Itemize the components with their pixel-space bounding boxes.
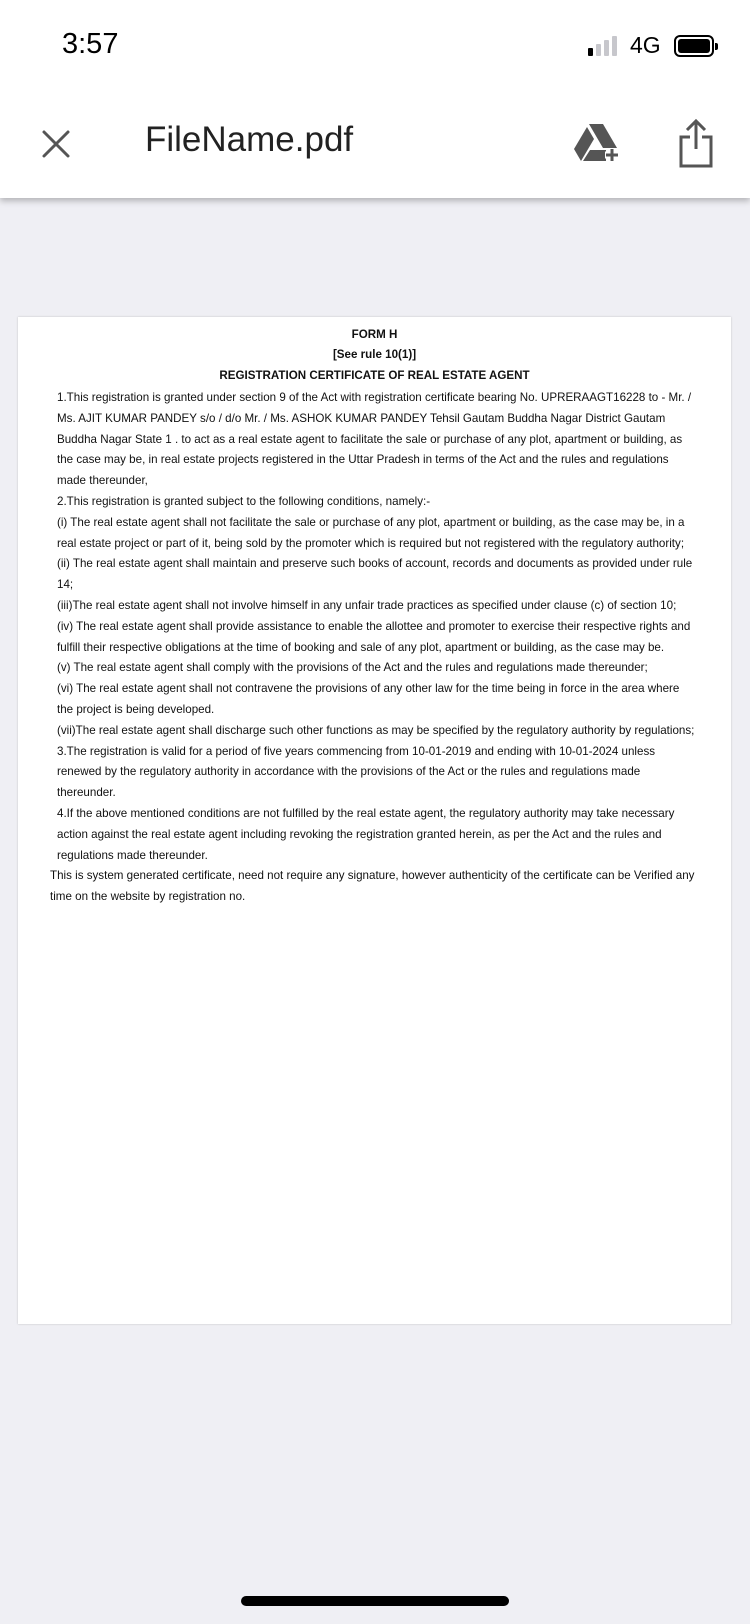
document-line: (i) The real estate agent shall not facilitate the sale or purchase of any plot, apartment or building, as the case may be, in a — [57, 515, 685, 529]
close-icon[interactable] — [38, 126, 74, 162]
form-title: FORM H — [351, 328, 398, 341]
document-line: 14; — [57, 578, 74, 592]
pdf-page — [18, 317, 731, 1324]
top-bar — [0, 0, 750, 198]
add-to-drive-icon[interactable] — [574, 122, 624, 164]
document-line: time on the website by registration no. — [50, 890, 246, 904]
document-line: real estate project or part of it, being sold by the promoter which is required but not registered with the regulatory authority; — [57, 536, 685, 550]
file-name: FileName.pdf — [145, 120, 354, 159]
document-line: (v) The real estate agent shall comply with the provisions of the Act and the rules and regulations made thereunder; — [57, 661, 648, 675]
home-indicator[interactable] — [241, 1596, 509, 1606]
certificate-heading: REGISTRATION CERTIFICATE OF REAL ESTATE AGENT — [219, 369, 530, 382]
document-line: action against the real estate agent including revoking the registration granted herein, as per the Act and the rules and — [57, 827, 662, 841]
document-line: Buddha Nagar State 1 . to act as a real estate agent to facilitate the sale or purchase of any plot, apartment or building, as — [57, 432, 683, 446]
document-line: (vi) The real estate agent shall not contravene the provisions of any other law for the time being in force in the area where — [57, 682, 680, 696]
form-subtitle: [See rule 10(1)] — [332, 348, 417, 361]
document-line: 1.This registration is granted under section 9 of the Act with registration certificate bearing No. UPRERAAGT16228 to - Mr. / — [57, 391, 692, 404]
document-line: (ii) The real estate agent shall maintain and preserve such books of account, records and documents as provided under rule — [57, 557, 693, 571]
document-line: made thereunder, — [57, 474, 148, 488]
battery-icon — [674, 35, 714, 57]
document-line: the case may be, in real estate projects registered in the Uttar Pradesh in terms of the Act and the rules and regulations — [57, 453, 669, 467]
network-type: 4G — [630, 32, 661, 58]
document-line: Ms. AJIT KUMAR PANDEY s/o / d/o Mr. / Ms. ASHOK KUMAR PANDEY Tehsil Gautam Buddha Nagar District Gautam — [57, 411, 666, 425]
document-line: This is system generated certificate, need not require any signature, however authenticity of the certificate can be Verified any — [50, 869, 695, 883]
share-icon[interactable] — [676, 118, 716, 168]
document-line: renewed by the regulatory authority in accordance with the provisions of the Act or the rules and regulations made — [57, 765, 641, 779]
document-line: 3.The registration is valid for a period of five years commencing from 10-01-2019 and ending with 10-01-2024 unless — [57, 744, 656, 758]
document-line: 2.This registration is granted subject to the following conditions, namely:- — [57, 495, 431, 508]
document-line: fulfill their respective obligations at the time of booking and sale of any plot, apartment or building, as the case may be. — [57, 640, 665, 654]
document-line: (vii)The real estate agent shall discharge such other functions as may be specified by the regulatory authority by regulations; — [57, 723, 695, 737]
status-time: 3:57 — [62, 28, 119, 60]
document-line: thereunder. — [57, 786, 116, 800]
document-line: (iii)The real estate agent shall not involve himself in any unfair trade practices as specified under clause (c) of section 10; — [57, 599, 677, 612]
document-line: 4.If the above mentioned conditions are not fulfilled by the real estate agent, the regulatory authority may take necessary — [57, 807, 675, 820]
document-line: (iv) The real estate agent shall provide assistance to enable the allottee and promoter to exercise their respective rights and — [57, 619, 691, 633]
signal-icon — [588, 36, 617, 56]
document-line: the project is being developed. — [57, 703, 215, 716]
document-line: regulations made thereunder. — [57, 848, 208, 862]
